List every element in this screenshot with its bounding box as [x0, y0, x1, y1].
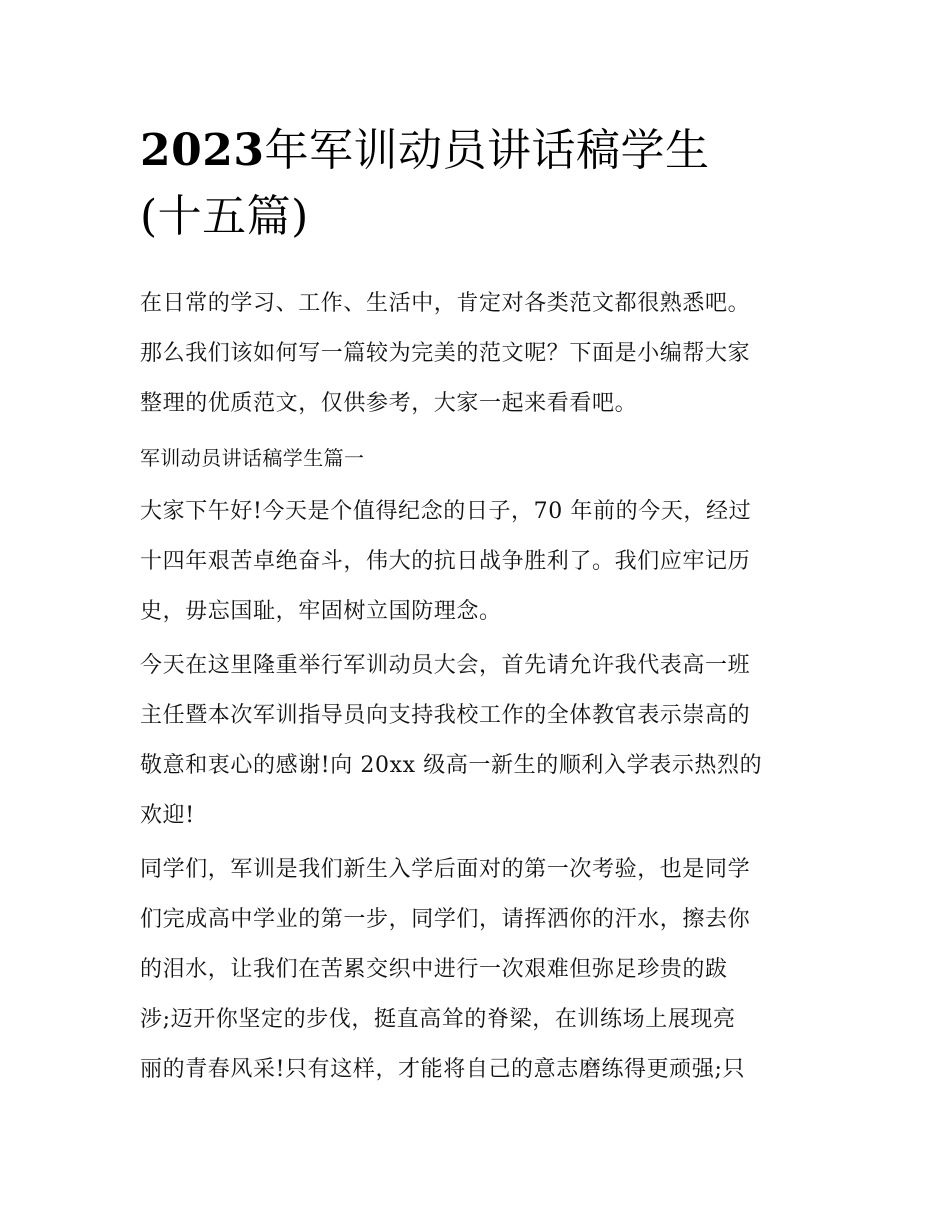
text-line: 涉;迈开你坚定的步伐，挺直高耸的脊梁，在训练场上展现亮: [140, 1007, 736, 1032]
text-line: 十四年艰苦卓绝奋斗，伟大的抗日战争胜利了。我们应牢记历: [140, 549, 751, 574]
text-line: 们完成高中学业的第一步，同学们，请挥洒你的汗水，擦去你: [140, 907, 751, 932]
text-line: 那么我们该如何写一篇较为完美的范文呢？下面是小编帮大家: [140, 341, 751, 366]
text-line: 敬意和衷心的感谢!向 20xx 级高一新生的顺利入学表示热烈的: [140, 753, 763, 778]
body-paragraph: [140, 641, 820, 841]
document-body: [140, 279, 820, 1099]
text-line: 欢迎!: [140, 803, 195, 828]
text-line: 今天在这里隆重举行军训动员大会，首先请允许我代表高一班: [140, 653, 751, 678]
text-line: 史，毋忘国耻，牢固树立国防理念。: [140, 599, 502, 624]
section-heading: 军训动员讲话稿学生篇一: [140, 446, 365, 470]
intro-paragraph: [140, 279, 820, 429]
title-year: 2023: [140, 125, 265, 176]
title-subtitle: (十五篇): [140, 191, 309, 242]
text-line: 在日常的学习、工作、生活中，肯定对各类范文都很熟悉吧。: [140, 291, 751, 316]
title-text: 年军训动员讲话稿学生: [264, 125, 710, 176]
text-line: 丽的青春风采!只有这样，才能将自己的意志磨练得更顽强;只: [140, 1057, 746, 1082]
text-line: 主任暨本次军训指导员向支持我校工作的全体教官表示崇高的: [140, 703, 751, 728]
body-paragraph: [140, 845, 820, 1095]
text-line: 同学们，军训是我们新生入学后面对的第一次考验，也是同学: [140, 857, 751, 882]
body-paragraph: [140, 487, 820, 637]
text-line: 的泪水，让我们在苦累交织中进行一次艰难但弥足珍贵的跋: [140, 957, 728, 982]
text-line: 整理的优质范文，仅供参考，大家一起来看看吧。: [140, 391, 638, 416]
text-line: 大家下午好!今天是个值得纪念的日子，70 年前的今天，经过: [140, 499, 752, 524]
document-title: [140, 118, 820, 250]
